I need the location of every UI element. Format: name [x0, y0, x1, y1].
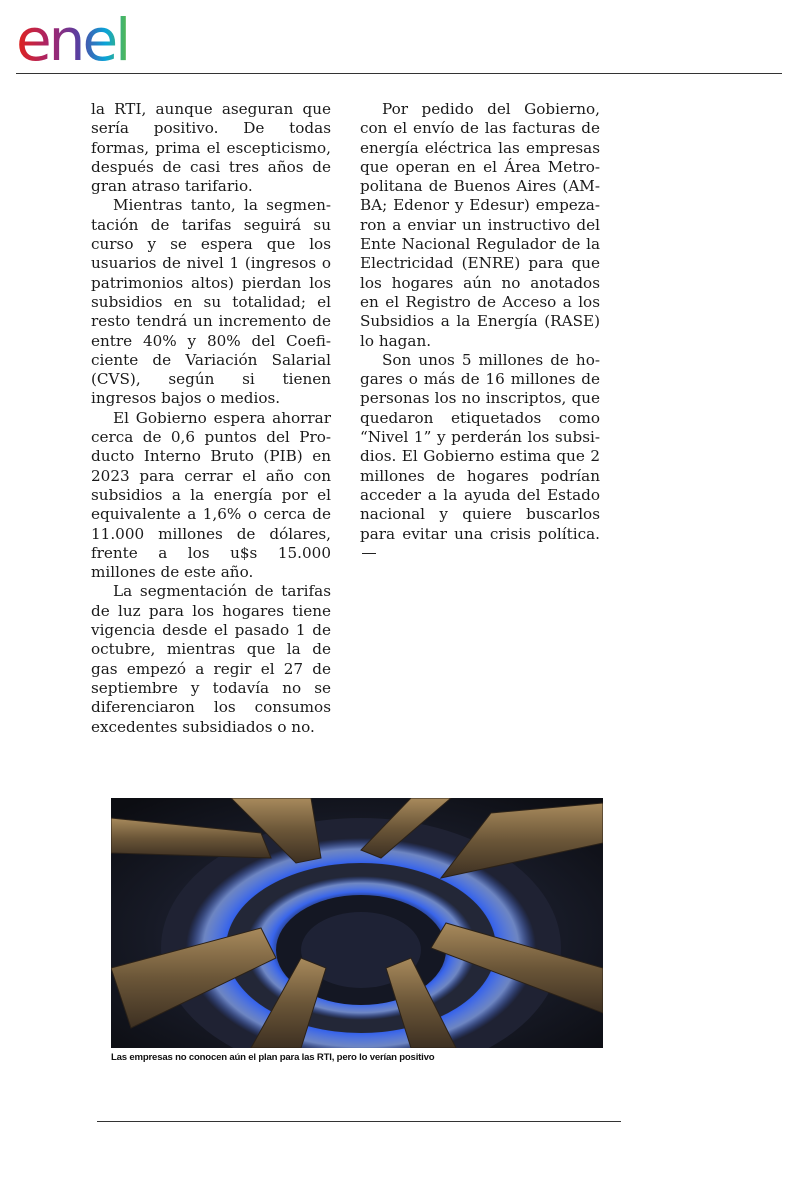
paragraph: La segmentación de tarifas de luz para los hogares tiene vigencia desde el pasado 1 de octubre, mientras que la de gas empezó a regir el 27 de septiembre y todavía no se diferenciaron los consumos excedentes subsidiados o no. [91, 582, 331, 736]
paragraph: la RTI, aunque aseguran que sería positivo. De todas formas, prima el escepticismo, después de casi tres años de gran atraso tarifario. [91, 100, 331, 196]
photo-caption: Las empresas no conocen aún el plan para las RTI, pero lo verían positivo [111, 1052, 435, 1063]
end-of-article-mark [362, 553, 376, 554]
article-column-left [91, 100, 331, 737]
paragraph: El Gobierno espera ahorrar cerca de 0,6 puntos del Producto Interno Bruto (PIB) en 2023 para cerrar el año con subsidios a la energía por el equivalente a 1,6% o cerca de 11.000 millones de dólares, frente a los u$s 15.000 millones de este año. [91, 408, 331, 582]
paragraph: Mientras tanto, la segmentación de tarifas seguirá su curso y se espera que los usuarios de nivel 1 (ingresos o patrimonios altos) pierdan los subsidios en su totalidad; el resto tendrá un incremento de entre 40% y 80% del Coeficiente de Variación Salarial (CVS), según si tienen ingresos bajos o medios. [91, 196, 331, 408]
svg-text:enel: enel [16, 8, 129, 68]
header-rule [16, 73, 782, 74]
gas-burner-photo [111, 798, 603, 1048]
paragraph: Son unos 5 millones de hogares o más de 16 millones de personas los no inscriptos, que quedaron etiquetados como “Nivel 1” y perderán los subsidios. El Gobierno estima que 2 millones de hogares podrían acceder a la ayuda del Estado nacional y quiere buscarlos para evitar una crisis política. [360, 351, 600, 563]
article-column-right [360, 100, 600, 563]
enel-logo [14, 8, 174, 68]
footer-rule [97, 1121, 621, 1122]
paragraph: Por pedido del Gobierno, con el envío de las facturas de energía eléctrica las empresas que operan en el Área Metropolitana de Buenos Aires (AMBA; Edenor y Edesur) empezaron a enviar un instructivo del Ente Nacional Regulador de la Electricidad (ENRE) para que los hogares aún no anotados en el Registro de Acceso a los Subsidios a la Energía (RASE) lo hagan. [360, 100, 600, 350]
